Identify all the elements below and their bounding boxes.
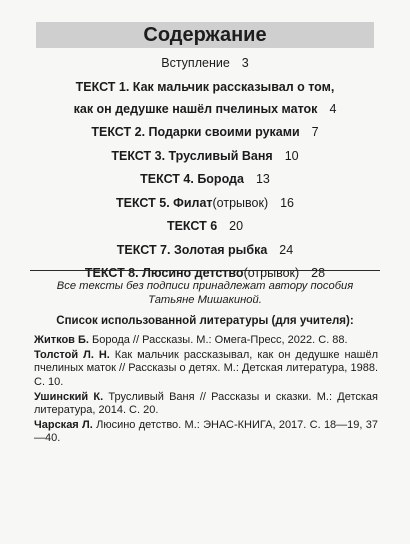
toc-entry-text2[interactable] [30, 121, 380, 145]
reference-author: Ушинский К. [34, 390, 104, 403]
toc-page-number: 7 [311, 125, 319, 139]
toc-entry-text4[interactable] [30, 168, 380, 192]
toc-entry-text3[interactable] [30, 145, 380, 169]
reference-item [34, 419, 378, 445]
toc-entry-label: ТЕКСТ 6 [166, 219, 218, 233]
toc-entry-note: (отрывок) [212, 195, 269, 210]
reference-author: Житков Б. [34, 334, 89, 346]
reference-text: Трусливый Ваня // Рассказы и сказки. М.: Детская литература, 2014. С. 20. [34, 390, 378, 417]
toc-entry-text1-line1[interactable] [30, 76, 380, 98]
toc-entry-label: ТЕКСТ 5. Филат [115, 195, 213, 210]
author-note-line: Все тексты без подписи принадлежат автору пособия [56, 280, 354, 292]
author-note [34, 279, 376, 307]
literature-heading: Список использованной литературы (для учителя): [56, 315, 354, 327]
section-divider [30, 270, 380, 271]
toc-entry-label: как он дедушке нашёл пчелиных маток [73, 101, 318, 116]
reference-author: Чарская Л. [34, 419, 93, 432]
toc-page-number: 16 [280, 195, 295, 210]
toc-entry-label: ТЕКСТ 1. Как мальчик рассказывал о том, [75, 79, 335, 94]
toc-entry-label: Вступление [161, 56, 230, 70]
toc-entry-text1-line2[interactable] [30, 98, 380, 122]
toc-page-number: 4 [329, 101, 337, 116]
reference-list [34, 334, 378, 448]
toc-page-number: 28 [311, 266, 326, 280]
toc-entry-intro[interactable] [30, 52, 380, 76]
toc-entry-text5[interactable] [30, 192, 380, 216]
toc-entry-label: ТЕКСТ 7. Золотая рыбка [116, 242, 268, 257]
reference-author: Толстой Л. Н. [34, 349, 110, 362]
toc-entry-text7[interactable] [30, 239, 380, 263]
author-note-line: Татьяне Мишакиной. [148, 294, 262, 306]
reference-item [34, 391, 378, 417]
toc-page-number: 24 [279, 242, 294, 257]
toc-page-number: 3 [241, 56, 249, 70]
table-of-contents [30, 52, 380, 286]
toc-entry-label: ТЕКСТ 4. Борода [140, 172, 244, 186]
toc-entry-label: ТЕКСТ 3. Трусливый Ваня [111, 148, 273, 163]
reference-text: Борода // Рассказы. М.: Омега-Пресс, 2022. С. 88. [88, 334, 348, 346]
toc-entry-label: ТЕКСТ 2. Подарки своими руками [91, 125, 300, 139]
toc-page-number: 13 [255, 172, 270, 186]
title-band [36, 22, 374, 48]
reference-item [34, 334, 378, 347]
toc-page-number: 10 [284, 148, 299, 163]
toc-entry-label: ТЕКСТ 8. Люсино детство [84, 266, 244, 280]
toc-entry-note: (отрывок) [243, 266, 300, 280]
reference-text: Как мальчик рассказывал, как он дедушке нашёл пчелиных маток // Рассказы о детях. М.: Детская литература, 1988. С. 10. [34, 349, 378, 388]
page-title: Содержание [143, 23, 267, 46]
reference-item [34, 349, 378, 389]
toc-entry-text6[interactable] [30, 215, 380, 239]
reference-text: Люсино детство. М.: ЭНАС-КНИГА, 2017. С. 18—19, 37—40. [34, 419, 379, 445]
toc-page-number: 20 [229, 219, 244, 233]
